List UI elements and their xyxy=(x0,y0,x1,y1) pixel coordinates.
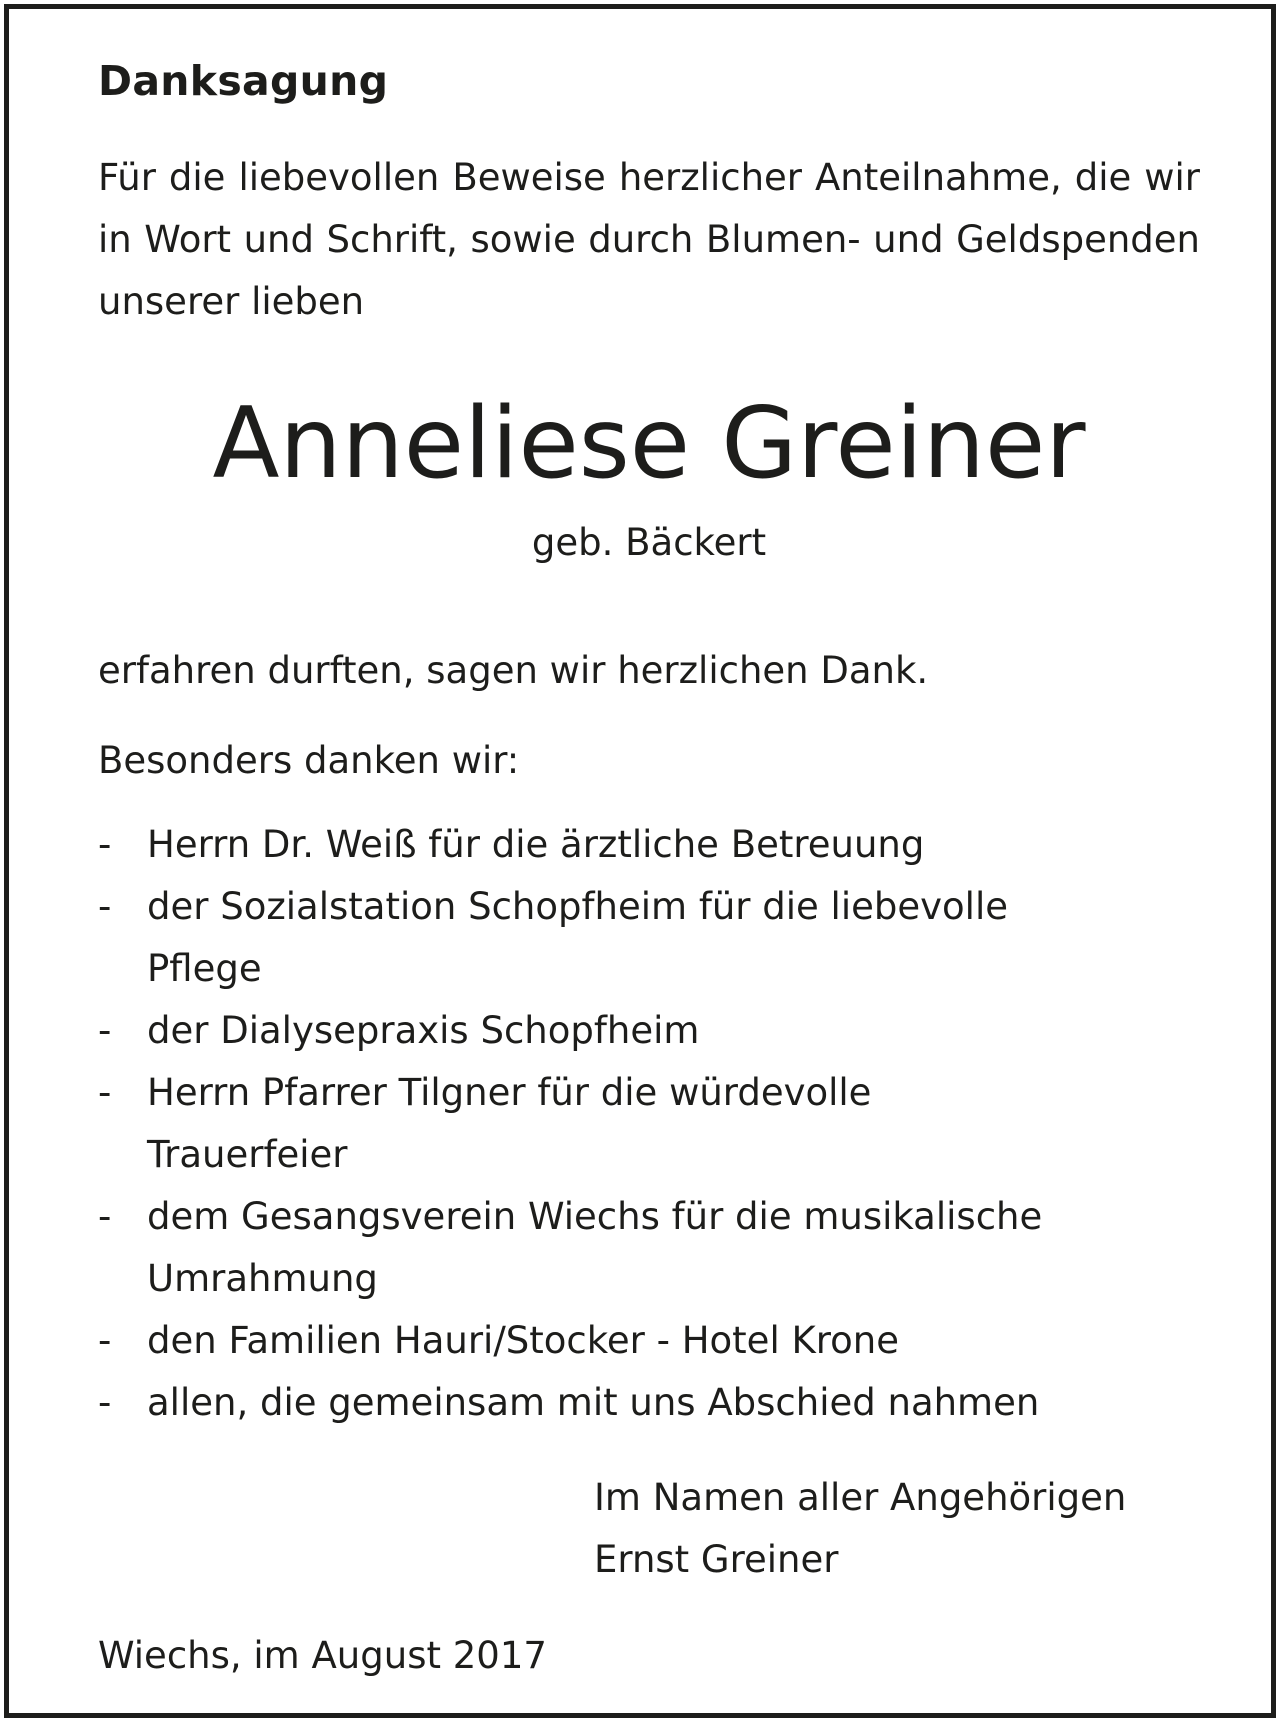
thanks-text: der Dialysepraxis Schopfheim xyxy=(147,1009,700,1052)
special-thanks-list xyxy=(98,814,1200,1434)
thanks-item xyxy=(98,1186,1200,1310)
birth-name: geb. Bäckert xyxy=(531,521,767,564)
dash-bullet: - xyxy=(98,1071,112,1114)
dash-bullet: - xyxy=(98,823,112,866)
thanks-item xyxy=(98,1310,1200,1372)
closing-line: erfahren durften, sagen wir herzlichen Dank. xyxy=(98,649,929,692)
signature-line-family: Im Namen aller Angehörigen xyxy=(594,1476,1127,1519)
special-thanks-label: Besonders danken wir: xyxy=(98,739,520,782)
deceased-name: Anneliese Greiner xyxy=(212,387,1086,501)
signature-name: Ernst Greiner xyxy=(594,1538,839,1581)
thanks-text: allen, die gemeinsam mit uns Abschied nahmen xyxy=(147,1381,1040,1424)
notice-frame xyxy=(4,4,1276,1718)
thanks-item xyxy=(98,814,1200,876)
intro-paragraph: Für die liebevollen Beweise herzlicher Anteilnahme, die wir in Wort und Schrift, sowie durch Blumen- und Geldspenden unserer lieben xyxy=(98,156,1200,323)
signature-block xyxy=(594,1467,1126,1591)
notice-heading: Danksagung xyxy=(98,57,389,105)
dash-bullet: - xyxy=(98,885,112,928)
thanks-item xyxy=(98,1372,1200,1434)
dash-bullet: - xyxy=(98,1195,112,1238)
place-date: Wiechs, im August 2017 xyxy=(98,1634,547,1677)
dash-bullet: - xyxy=(98,1009,112,1052)
thanks-text: dem Gesangsverein Wiechs für die musikalische Umrahmung xyxy=(147,1195,1043,1300)
thanks-text: Herrn Pfarrer Tilgner für die würdevolle Trauerfeier xyxy=(147,1071,872,1176)
thanks-item xyxy=(98,876,1200,1000)
dash-bullet: - xyxy=(98,1381,112,1424)
thanks-text: Herrn Dr. Weiß für die ärztliche Betreuung xyxy=(147,823,925,866)
thanks-item xyxy=(98,1000,1200,1062)
thanks-text: der Sozialstation Schopfheim für die liebevolle Pflege xyxy=(147,885,1008,990)
thanks-item xyxy=(98,1062,1200,1186)
dash-bullet: - xyxy=(98,1319,112,1362)
thanks-text: den Familien Hauri/Stocker - Hotel Krone xyxy=(147,1319,899,1362)
